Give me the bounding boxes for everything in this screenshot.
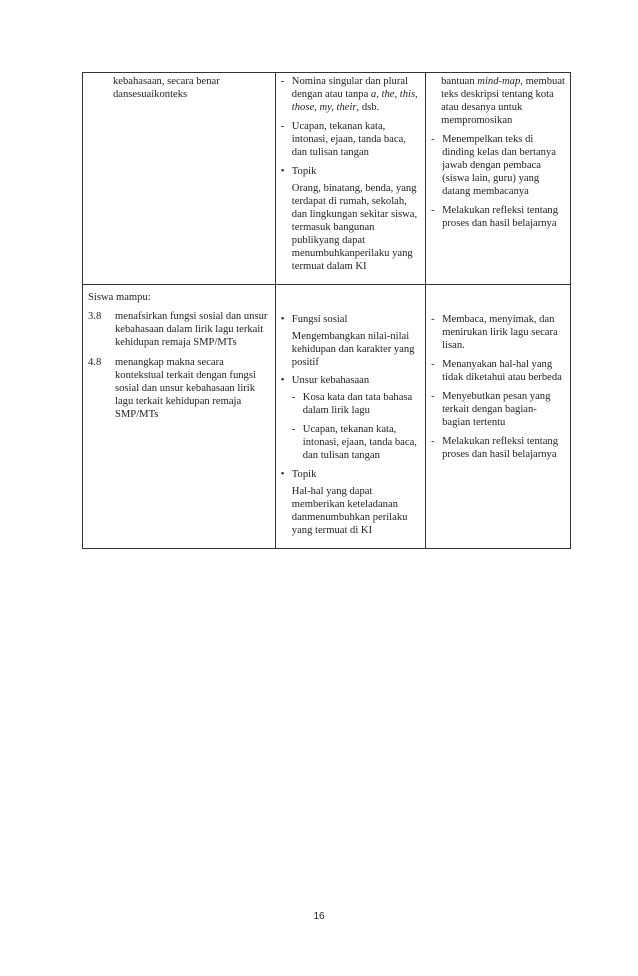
bullet-icon: • — [280, 166, 285, 177]
competency-number: 4.8 — [88, 357, 102, 368]
dash-marker: - — [291, 424, 296, 435]
bullet-icon: • — [280, 314, 285, 325]
list-item: - Menyebutkan pesan yang terkait dengan bagian-bagian tertentu — [431, 391, 551, 428]
list-item: - Kosa kata dan tata bahasa dalam lirik lagu — [291, 392, 413, 416]
dash-marker: - — [280, 121, 285, 132]
bullet-heading: • Topik — [280, 166, 317, 177]
activity-cell — [426, 285, 571, 549]
bullet-heading: • Topik — [280, 469, 317, 480]
syllabus-table — [82, 72, 571, 549]
dash-marker: - — [291, 392, 296, 403]
list-item: - Ucapan, tekanan kata, intonasi, ejaan, tanda baca, dan tulisan tangan — [280, 121, 406, 158]
dash-marker: - — [280, 76, 285, 87]
list-item: - Melakukan refleksi tentang proses dan hasil belajarnya — [431, 436, 559, 460]
list-item: - Membaca, menyimak, dan menirukan lirik lagu secara lisan. — [431, 314, 558, 351]
competency-continuation: kebahasaan, secara benar dansesuaikonteks — [113, 76, 220, 100]
list-item: - Menanyakan hal-hal yang tidak diketahui atau berbeda — [431, 359, 562, 383]
bullet-icon: • — [280, 375, 285, 386]
competency-number: 3.8 — [88, 311, 102, 322]
competency-intro: Siswa mampu: — [88, 292, 151, 303]
material-cell — [275, 285, 425, 549]
competency-item: 3.8 menafsirkan fungsi sosial dan unsur kebahasaan dalam lirik lagu terkait kehidupan remaja SMP/MTs — [88, 311, 268, 348]
bullet-heading: • Fungsi sosial — [280, 314, 348, 325]
dash-marker: - — [431, 314, 435, 325]
page-number: 16 — [313, 911, 325, 922]
list-item: - Melakukan refleksi tentang proses dan hasil belajarnya — [431, 205, 559, 229]
function-text: Mengembangkan nilai-nilai kehidupan dan karakter yang positif — [291, 331, 415, 368]
competency-item: 4.8 menangkap makna secara kontekstual terkait dengan fungsi sosial dan unsur kebahasaan lirik lagu terkait kehidupan remaja SMP/MTs — [88, 357, 256, 420]
dash-marker: - — [431, 436, 435, 447]
competency-cell — [83, 285, 276, 549]
table-row — [83, 285, 571, 549]
activity-cell — [426, 73, 571, 285]
dash-marker: - — [431, 134, 435, 145]
list-item: - Nomina singular dan plural dengan atau tanpa a, the, this, those, my, their, dsb. — [280, 76, 418, 113]
competency-cell — [83, 73, 276, 285]
dash-marker: - — [431, 391, 435, 402]
bullet-heading: • Unsur kebahasaan — [280, 375, 370, 386]
list-item: - Menempelkan teks di dinding kelas dan bertanya jawab dengan pembaca (siswa lain, guru) yang datang membacanya — [431, 134, 556, 197]
table-row — [83, 73, 571, 285]
dash-marker: - — [431, 205, 435, 216]
topic-text: Orang, binatang, benda, yang terdapat di rumah, sekolah, dan lingkungan sekitar siswa, termasuk bangunan publikyang dapat menumbuhkanperilaku yang termuat dalam KI — [291, 183, 418, 272]
list-item: - Ucapan, tekanan kata, intonasi, ejaan, tanda baca, dan tulisan tangan — [291, 424, 417, 461]
activity-continuation: bantuan mind-map, membuat teks deskripsi tentang kota atau desanya untuk mempromosikan — [441, 76, 565, 126]
topic-text: Hal-hal yang dapat memberikan keteladanan danmenumbuhkan perilaku yang termuat di KI — [291, 486, 408, 536]
bullet-icon: • — [280, 469, 285, 480]
material-cell — [275, 73, 425, 285]
dash-marker: - — [431, 359, 435, 370]
